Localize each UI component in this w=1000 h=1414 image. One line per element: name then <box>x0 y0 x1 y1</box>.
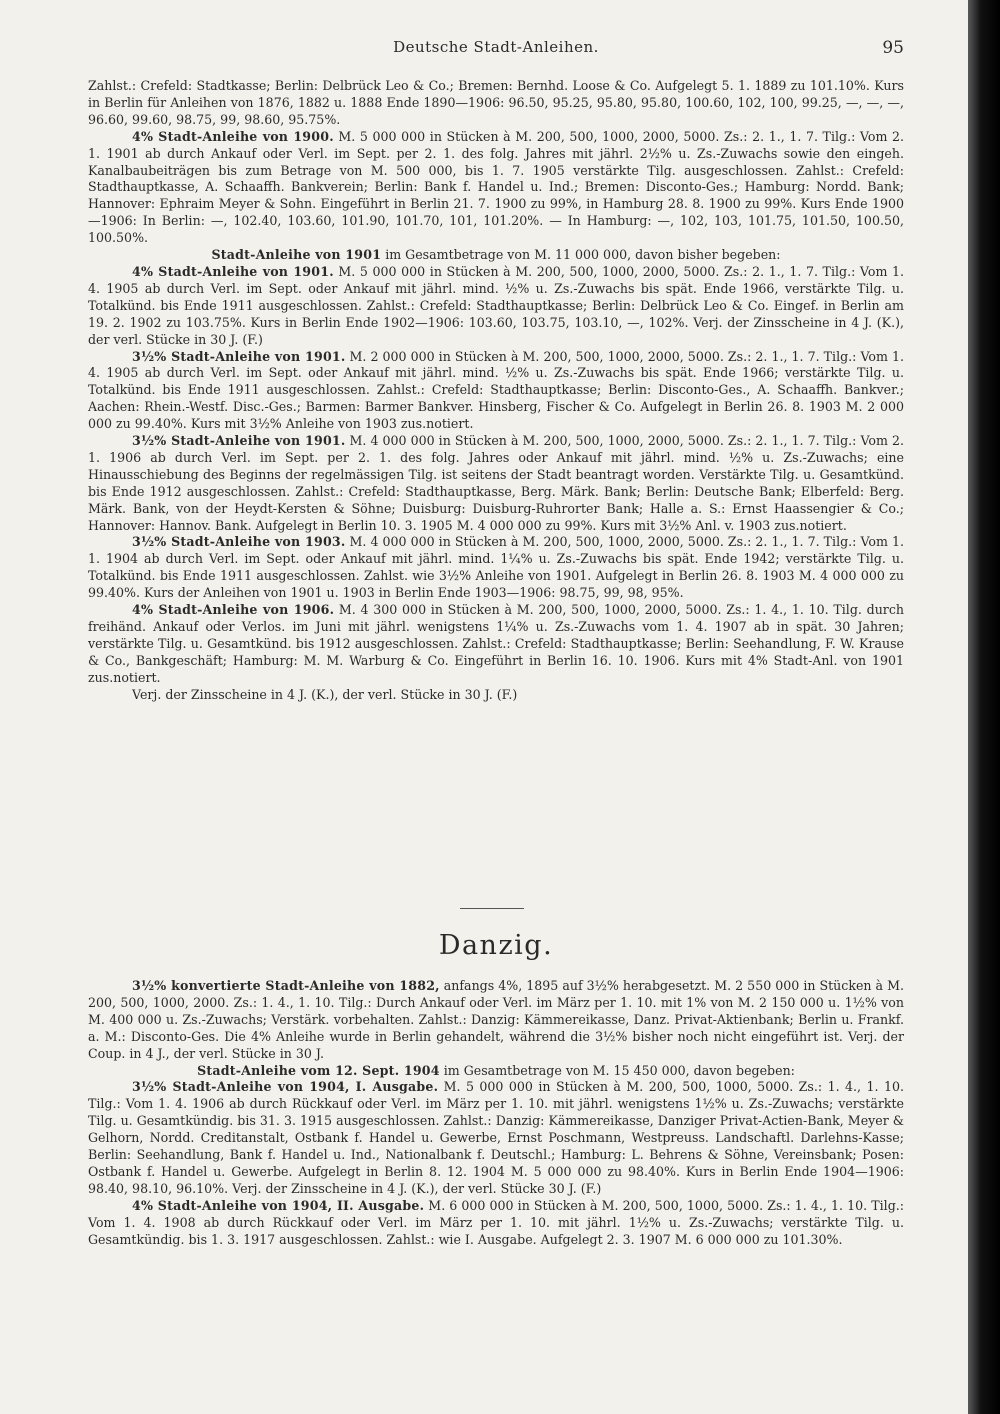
loan-title: Stadt-Anleihe vom 12. Sept. 1904 <box>197 1062 440 1078</box>
loan-entry <box>88 433 904 534</box>
entry-text: M. 4 300 000 in Stücken à M. 200, 500, 1000, 2000, 5000. Zs.: 1. 4., 1. 10. Tilg. durch freihänd. Ankauf oder Verlos. im Juni mit jährl. wenigstens 1¼% u. Zs.-Zuwachs vom 1. 4. 1907 ab in spät. 30 Jahren; verstärkte Tilg. u. Gesamtkünd. bis 1912 ausgeschlossen. Zahlst.: Crefeld: Stadthauptkasse; Berlin: Seehandlung, F. W. Krause & Co., Bankgeschäft; Hamburg: M. M. Warburg & Co. Eingeführt in Berlin 16. 10. 1906. Kurs mit 4% Stadt-Anl. von 1901 zus.notiert. <box>88 602 904 685</box>
loan-entry <box>88 1079 904 1197</box>
entry-text: M. 6 000 000 in Stücken à M. 200, 500, 1000, 5000. Zs.: 1. 4., 1. 10. Tilg.: Vom 1. 4. 1908 ab durch Rückkauf oder Verl. im März per 1. 10. mit jährl. 1½% u. Zs.-Zuwachs; verstärkte Tilg. u. Gesamtkündig. bis 1. 3. 1917 ausgeschlossen. Zahlst.: wie I. Ausgabe. Aufgelegt 2. 3. 1907 M. 6 000 000 zu 101.30%. <box>88 1197 905 1247</box>
page-header <box>88 38 904 62</box>
loan-title: 4% Stadt-Anleihe von 1900. <box>132 128 334 144</box>
loan-entry <box>88 129 904 247</box>
paragraph <box>88 78 904 129</box>
entry-text: im Gesamtbetrage von M. 15 450 000, davon begeben: <box>443 1062 795 1078</box>
loan-title: 3½% Stadt-Anleihe von 1901. <box>132 433 346 449</box>
loan-entry <box>88 349 904 434</box>
loan-entry <box>88 534 904 602</box>
group-heading <box>88 1063 904 1080</box>
entry-text: M. 4 000 000 in Stücken à M. 200, 500, 1000, 2000, 5000. Zs.: 2. 1., 1. 7. Tilg.: Vom 2. 1. 1906 ab durch Verl. im Sept. per 2. 1. des folg. Jahres oder Ankauf mit jährl. mind. ½% u. Zs.-Zuwachs; eine Hinausschiebung des Beginns der regelmässigen Tilg. ist seitens der Stadt beantragt worden. Verstärkte Tilg. u. Gesamtkünd. bis Ende 1912 ausgeschlossen. Zahlst.: Crefeld: Stadthauptkasse, Berg. Märk. Bank; Berlin: Deutsche Bank; Elberfeld: Berg. Märk. Bank, von der Heydt-Kersten & Söhne; Duisburg: Duisburg-Ruhrorter Bank; Halle a. S.: Ernst Haassengier & Co.; Hannover: Hannov. Bank. Aufgelegt in Berlin 10. 3. 1905 M. 4 000 000 zu 99%. Kurs mit 3½% Anl. v. 1903 zus.notiert. <box>88 433 904 533</box>
entry-text: M. 2 000 000 in Stücken à M. 200, 500, 1000, 2000, 5000. Zs.: 2. 1., 1. 7. Tilg.: Vom 1. 4. 1905 ab durch Verl. im Sept. oder Ankauf mit jährl. mind. ½% u. Zs.-Zuwachs bis spät. Ende 1966; verstärkte Tilg. u. Totalkünd. bis Ende 1911 ausgeschlossen. Zahlst.: Crefeld: Stadthauptkasse; Berlin: Disconto-Ges., A. Schaaffh. Bankver.; Aachen: Rhein.-Westf. Disc.-Ges.; Barmen: Barmer Bankver. Hinsberg, Fischer & Co. Aufgelegt in Berlin 26. 8. 1903 M. 2 000 000 zu 99.40%. Kurs mit 3½% Anleihe von 1903 zus.notiert. <box>88 348 904 432</box>
entry-text: M. 5 000 000 in Stücken à M. 200, 500, 1000, 2000, 5000. Zs.: 2. 1., 1. 7. Tilg.: Vom 1. 4. 1905 ab durch Verl. im Sept. oder Ankauf mit jährl. mind. ½% u. Zs.-Zuwachs bis spät. Ende 1966, verstärkte Tilg. u. Totalkünd. bis Ende 1911 ausgeschlossen. Zahlst.: Crefeld: Stadthauptkasse; Berlin: Delbrück Leo & Co. Eingef. in Berlin am 19. 2. 1902 zu 103.75%. Kurs in Berlin Ende 1902—1906: 103.60, 103.75, 103.10, —, 102%. Verj. der Zinsscheine in 4 J. (K.), der verl. Stücke in 30 J. (F.) <box>88 263 904 347</box>
krefeld-loans-section <box>88 78 904 704</box>
entry-text: im Gesamtbetrage von M. 11 000 000, davon bisher begeben: <box>385 247 781 263</box>
running-head: Deutsche Stadt-Anleihen. <box>393 38 599 56</box>
loan-entry <box>88 264 904 349</box>
loan-title: 4% Stadt-Anleihe von 1901. <box>132 263 334 279</box>
loan-title: 3½% konvertierte Stadt-Anleihe von 1882, <box>132 978 440 993</box>
city-heading: Danzig. <box>438 930 554 961</box>
loan-title: 3½% Stadt-Anleihe von 1903. <box>132 534 346 550</box>
loan-title: 4% Stadt-Anleihe von 1906. <box>132 602 335 618</box>
note-paragraph <box>88 687 904 704</box>
entry-text: M. 5 000 000 in Stücken à M. 200, 500, 1000, 2000, 5000. Zs.: 2. 1., 1. 7. Tilg.: Vom 2. 1. 1901 ab durch Ankauf oder Verl. im Sept. per 2. 1. des folg. Jahres mit jährl. 2½% u. Zs.-Zuwachs sowie den eingeh. Kanalbaubeiträgen bis zum Betrage von M. 500 000, bis 1. 7. 1905 verstärkte Tilg. ausgeschlossen. Zahlst.: Crefeld: Stadthauptkasse, A. Schaaffh. Bankverein; Berlin: Bank f. Handel u. Ind.; Bremen: Disconto-Ges.; Hamburg: Nordd. Bank; Hannover: Ephraim Meyer & Sohn. Eingeführt in Berlin 21. 7. 1900 zu 99%, in Hamburg 28. 8. 1900 zu 99%. Kurs Ende 1900—1906: In Berlin: —, 102.40, 103.60, 101.90, 101.70, 101, 101.20%. — In Hamburg: —, 102, 103, 101.75, 101.50, 100.50, 100.50%. <box>88 128 904 246</box>
entry-text: anfangs 4%, 1895 auf 3½% herabgesetzt. M. 2 550 000 in Stücken à M. 200, 500, 1000, 2000. Zs.: 1. 4., 1. 10. Tilg.: Durch Ankauf oder Verl. im März per 1. 10. mit 1% von M. 2 150 000 u. 1½% von M. 400 000 u. Zs.-Zuwachs; Verstärk. vorbehalten. Zahlst.: Danzig: Kämmereikasse, Danz. Privat-Aktienbank; Berlin u. Frankf. a. M.: Disconto-Ges. Die 4% Anleihe wurde in Berlin gehandelt, während die 3½% bisher noch nicht eingeführt ist. Verj. der Coup. in 4 J., der verl. Stücke in 30 J. <box>88 978 904 1061</box>
page-number: 95 <box>882 38 904 58</box>
entry-text: M. 4 000 000 in Stücken à M. 200, 500, 1000, 2000, 5000. Zs.: 2. 1., 1. 7. Tilg.: Vom 1. 1. 1904 ab durch Verl. im Sept. oder Ankauf mit jährl. mind. 1¼% u. Zs.-Zuwachs bis spät. Ende 1942; verstärkte Tilg. u. Totalkünd. bis Ende 1911 ausgeschlossen. Zahlst. wie 3½% Anleihe von 1901. Aufgelegt in Berlin 26. 8. 1903 M. 4 000 000 zu 99.40%. Kurs der Anleihen von 1901 u. 1903 in Berlin Ende 1903—1906: 98.75, 99, 98, 95%. <box>88 534 904 601</box>
danzig-loans-section <box>88 978 904 1249</box>
entry-text: M. 5 000 000 in Stücken à M. 200, 500, 1000, 5000. Zs.: 1. 4., 1. 10. Tilg.: Vom 1. 4. 1906 ab durch Rückkauf oder Verl. im März per 1. 10. mit jährl. wenigstens 1½% u. Zs.-Zuwachs; verstärkte Tilg. u. Gesamtkündig. bis 31. 3. 1915 ausgeschlossen. Zahlst.: Danzig: Kämmereikasse, Danziger Privat-Actien-Bank, Meyer & Gelhorn, Nordd. Creditanstalt, Ostbank f. Handel u. Gewerbe, Ernst Poschmann, Westpreuss. Landschaftl. Darlehns-Kasse; Berlin: Seehandlung, Bank f. Handel u. Ind., Nationalbank f. Deutschl.; Hamburg: L. Behrens & Söhne, Vereinsbank; Posen: Ostbank f. Handel u. Gewerbe. Aufgelegt in Berlin 8. 12. 1904 M. 5 000 000 zu 98.40%. Kurs in Berlin Ende 1904—1906: 98.40, 98.10, 96.10%. Verj. der Zinsscheine in 4 J. (K.), der verl. Stücke 30 J. (F.) <box>88 1079 904 1196</box>
loan-title: Stadt-Anleihe von 1901 <box>211 247 382 263</box>
loan-entry <box>88 978 904 1063</box>
entry-text: Zahlst.: Crefeld: Stadtkasse; Berlin: Delbrück Leo & Co.; Bremen: Bernhd. Loose & Co. Aufgelegt 5. 1. 1889 zu 101.10%. Kurs in Berlin für Anleihen von 1876, 1882 u. 1888 Ende 1890—1906: 96.50, 95.25, 95.80, 95.80, 100.60, 102, 100, 99.25, —, —, —, 96.60, 99.60, 98.75, 99, 98.60, 95.75%. <box>88 78 904 127</box>
loan-entry <box>88 1198 904 1249</box>
loan-title: 3½% Stadt-Anleihe von 1904, I. Ausgabe. <box>132 1079 439 1095</box>
loan-title: 3½% Stadt-Anleihe von 1901. <box>132 348 346 364</box>
book-gutter <box>968 0 1000 1414</box>
entry-text: Verj. der Zinsscheine in 4 J. (K.), der verl. Stücke in 30 J. (F.) <box>132 686 518 702</box>
loan-title: 4% Stadt-Anleihe von 1904, II. Ausgabe. <box>132 1197 425 1213</box>
group-heading <box>88 247 904 264</box>
loan-entry <box>88 602 904 687</box>
section-divider <box>460 908 524 909</box>
